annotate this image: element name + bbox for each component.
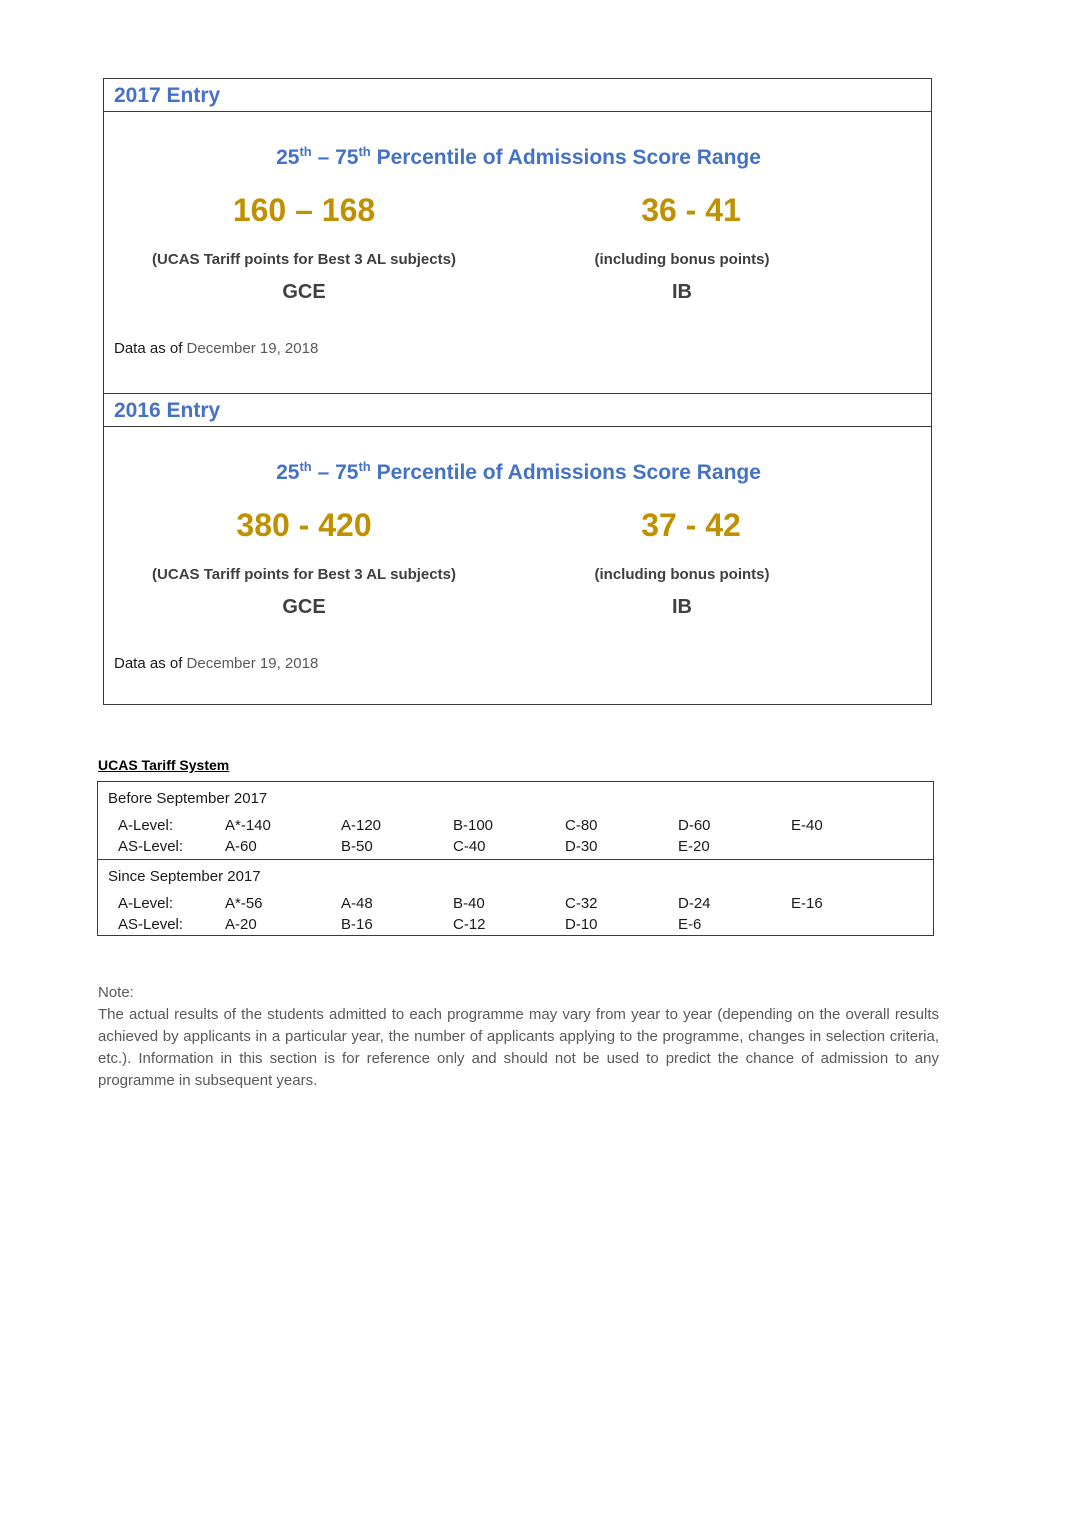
grade-cell: D-10: [565, 916, 598, 933]
entry-section: [104, 79, 931, 393]
range-dash: –: [311, 146, 336, 169]
gce-score-note: (UCAS Tariff points for Best 3 AL subjects): [152, 566, 456, 583]
percentile-end: 75: [335, 146, 359, 169]
note-text: The actual results of the students admitted to each programme may vary from year to year (depending on the overall results achieved by applicants in a particular year, the number of applicants applying to the programme, changes in selection criteria, etc.). Information in this section is for reference only and should not be used to predict the chance of admission to any programme in subsequent years.: [98, 1006, 939, 1089]
level-label: A-Level:: [118, 895, 174, 912]
grade-cell: B-40: [453, 895, 485, 912]
gce-score-note: (UCAS Tariff points for Best 3 AL subjects): [152, 251, 456, 268]
level-label: A-Level:: [118, 817, 174, 834]
grade-cell: D-30: [565, 838, 598, 855]
tariff-section: [98, 859, 933, 937]
ib-label: IB: [672, 596, 692, 618]
grade-cell: A*-56: [225, 895, 263, 912]
tariff-row: [98, 838, 933, 858]
admissions-score-box: [103, 78, 932, 705]
entry-header: 2017 Entry: [104, 79, 931, 112]
level-label: AS-Level:: [118, 916, 184, 933]
data-as-of-date: December 19, 2018: [186, 340, 319, 357]
tariff-period: Before September 2017: [108, 790, 268, 807]
grade-cell: A-120: [341, 817, 382, 834]
ordinal-suffix: th: [299, 459, 312, 474]
grade-cell: B-16: [341, 916, 373, 933]
data-as-of: [114, 655, 318, 672]
data-as-of: [114, 340, 318, 357]
tariff-row: [98, 895, 933, 915]
tariff-row: [98, 817, 933, 837]
gce-label: GCE: [282, 596, 326, 618]
gce-score: 160 – 168: [232, 192, 376, 228]
ib-label: IB: [672, 281, 692, 303]
grade-cell: D-60: [678, 817, 711, 834]
data-as-of-label: Data as of: [114, 655, 187, 672]
gce-label: GCE: [282, 281, 326, 303]
data-as-of-date: December 19, 2018: [186, 655, 319, 672]
ordinal-suffix: th: [299, 144, 312, 159]
percentile-title: [104, 461, 933, 485]
grade-cell: D-24: [678, 895, 711, 912]
percentile-title-text: Percentile of Admissions Score Range: [370, 146, 761, 169]
range-dash: –: [311, 461, 336, 484]
grade-cell: E-6: [678, 916, 702, 933]
grade-cell: C-40: [453, 838, 486, 855]
note-label: Note:: [98, 984, 134, 1001]
percentile-start: 25: [276, 146, 300, 169]
percentile-end: 75: [335, 461, 359, 484]
grade-cell: C-12: [453, 916, 486, 933]
tariff-row: [98, 916, 933, 936]
tariff-table: [97, 781, 934, 936]
grade-cell: C-80: [565, 817, 598, 834]
grade-cell: C-32: [565, 895, 598, 912]
grade-cell: A*-140: [225, 817, 271, 834]
ib-score-note: (including bonus points): [594, 566, 770, 583]
entry-header: 2016 Entry: [104, 394, 931, 427]
tariff-period: Since September 2017: [108, 868, 261, 885]
grade-cell: B-50: [341, 838, 373, 855]
grade-cell: E-40: [791, 817, 823, 834]
entry-section: [104, 393, 931, 707]
ib-score: 36 - 41: [641, 192, 741, 228]
ordinal-suffix: th: [358, 144, 371, 159]
grade-cell: A-48: [341, 895, 373, 912]
ib-score-note: (including bonus points): [594, 251, 770, 268]
tariff-section: [98, 782, 933, 859]
tariff-heading: UCAS Tariff System: [98, 757, 230, 773]
grade-cell: A-60: [225, 838, 257, 855]
disclaimer-note: [98, 982, 939, 1092]
grade-cell: E-20: [678, 838, 710, 855]
grade-cell: A-20: [225, 916, 257, 933]
grade-cell: B-100: [453, 817, 494, 834]
ib-score: 37 - 42: [641, 507, 741, 543]
ordinal-suffix: th: [358, 459, 371, 474]
percentile-title-text: Percentile of Admissions Score Range: [370, 461, 761, 484]
level-label: AS-Level:: [118, 838, 184, 855]
data-as-of-label: Data as of: [114, 340, 187, 357]
gce-score: 380 - 420: [236, 507, 372, 543]
percentile-title: [104, 146, 933, 170]
grade-cell: E-16: [791, 895, 823, 912]
percentile-start: 25: [276, 461, 300, 484]
